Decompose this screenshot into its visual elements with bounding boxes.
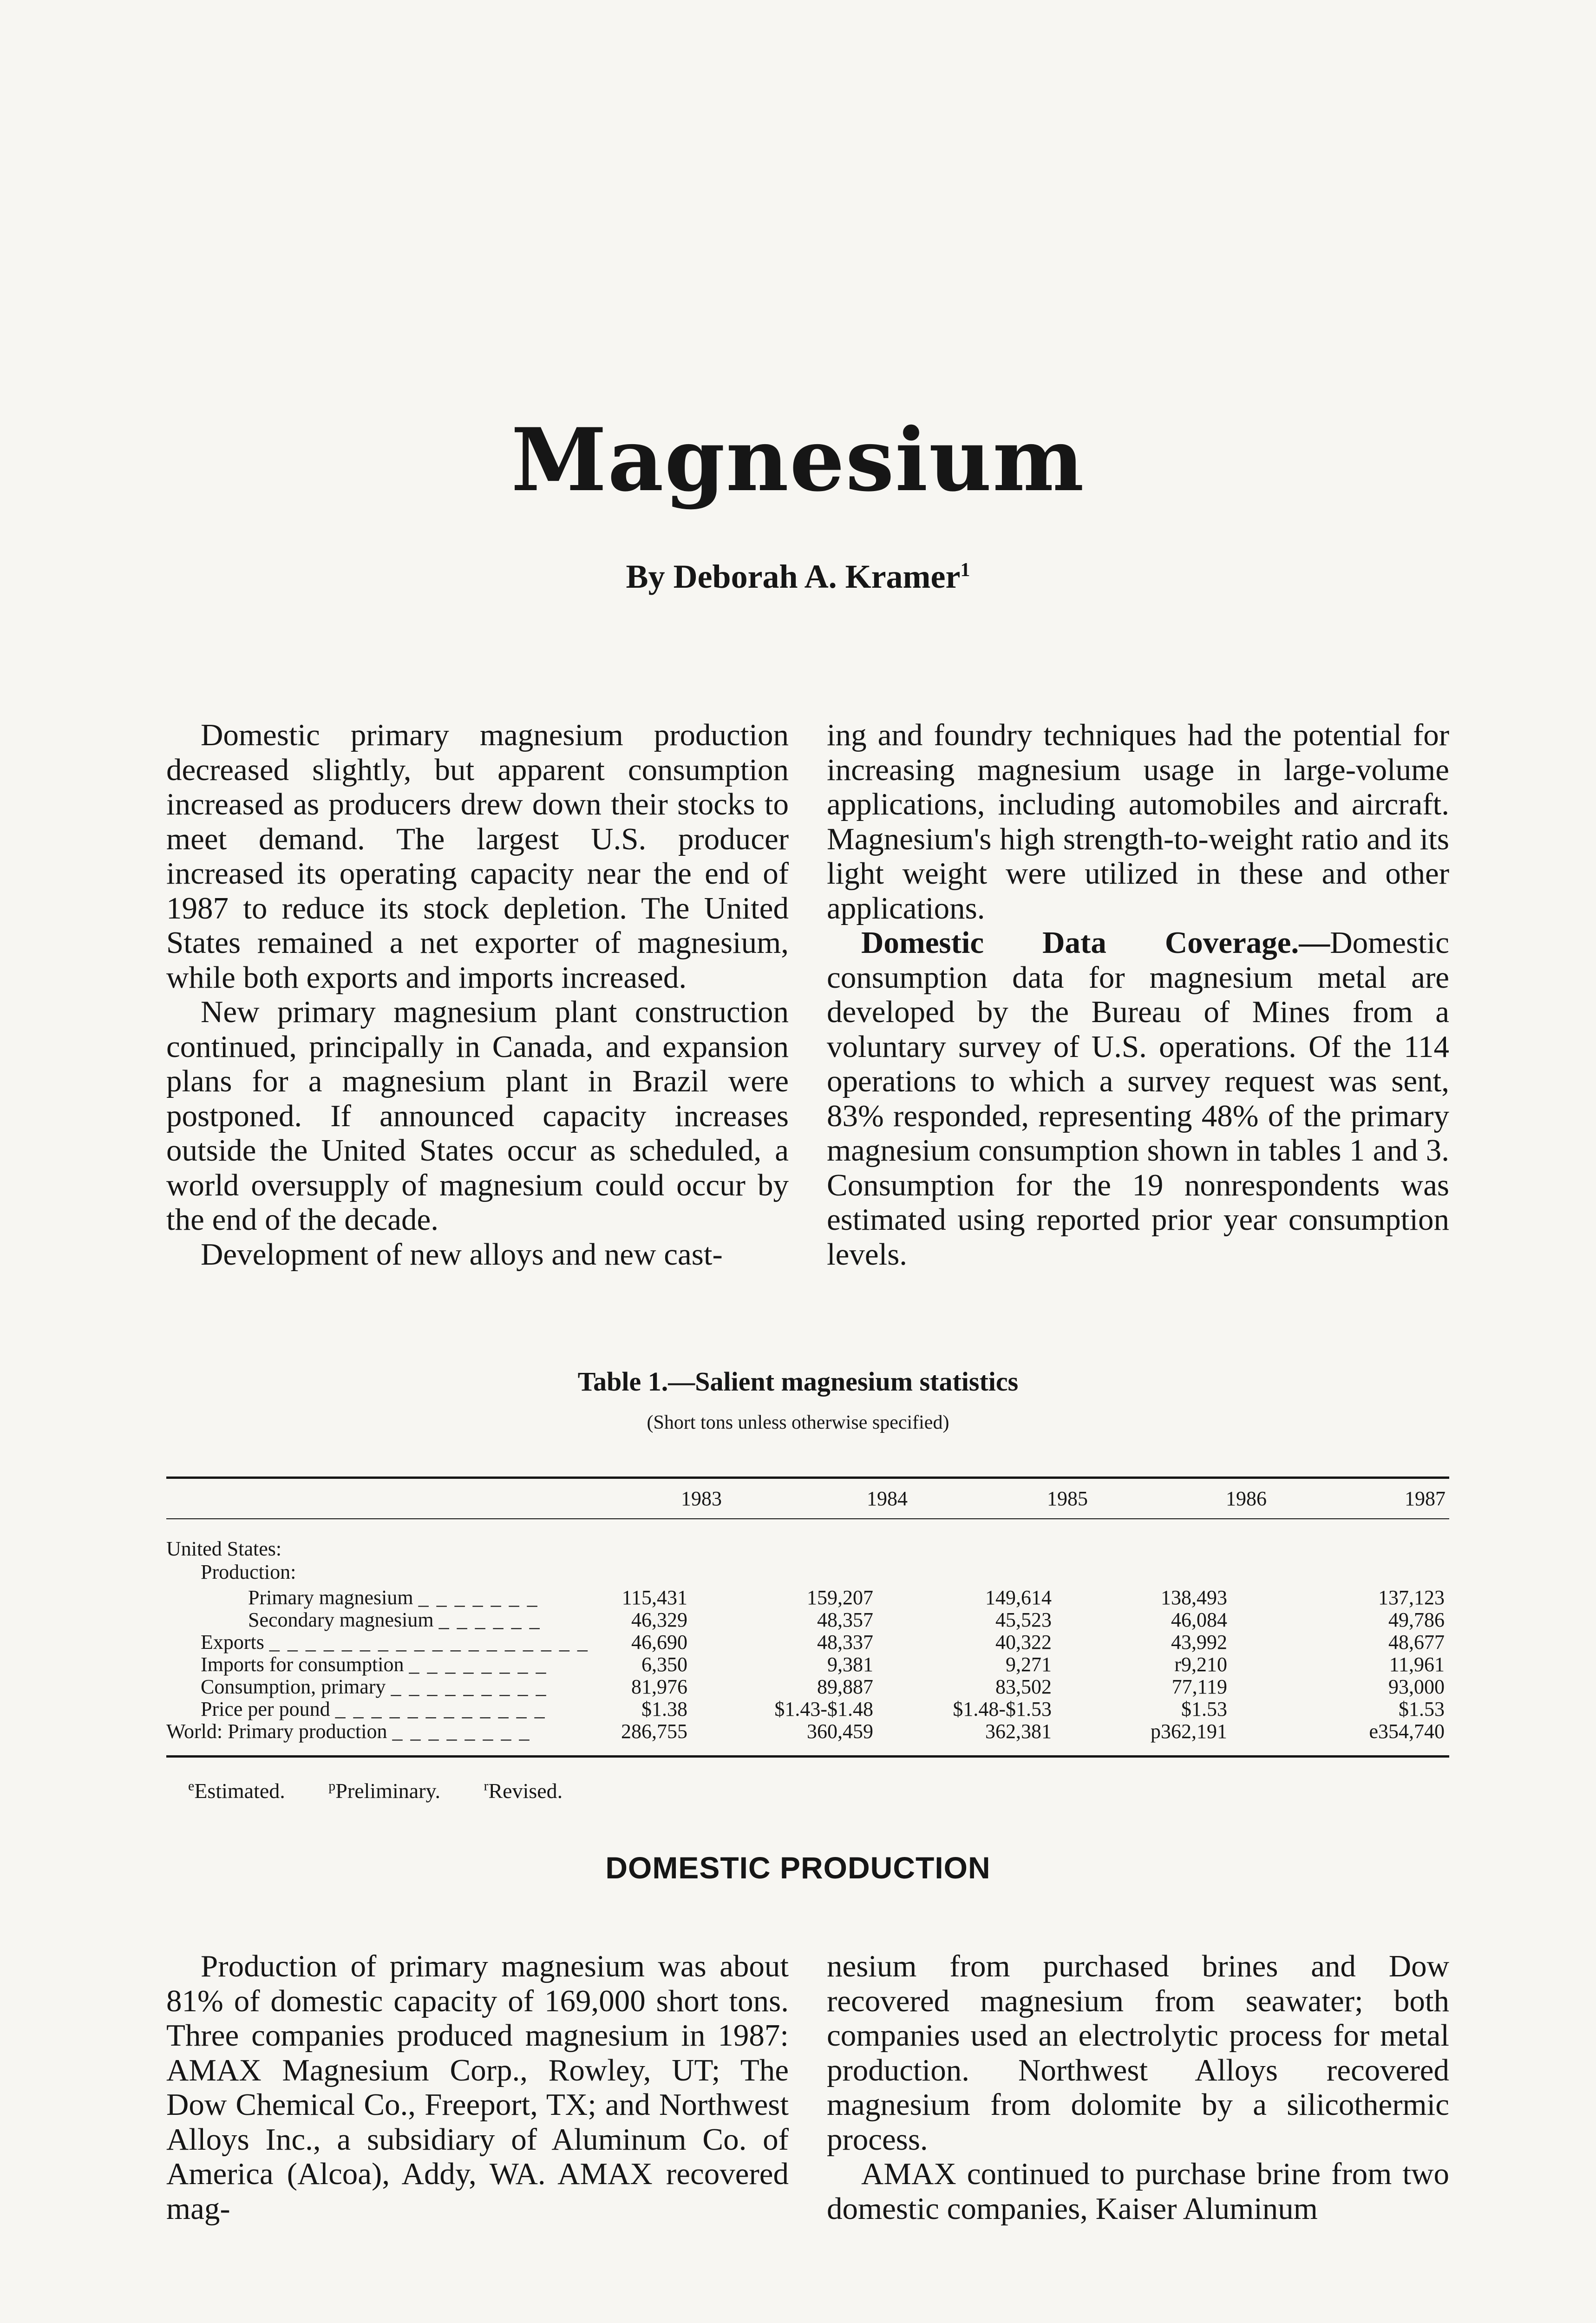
footnote-revised: $^r$Revised.: [484, 1778, 563, 1803]
author-footnote-marker: 1: [960, 559, 970, 581]
table-cell: 77,119: [1171, 1675, 1227, 1698]
dot-leader: _ _ _ _ _ _ _ _: [392, 1720, 531, 1743]
coverage-paragraph: [827, 925, 1449, 1272]
table-cell: 45,523: [995, 1608, 1052, 1631]
table-cell: r9,210: [1174, 1653, 1227, 1676]
year-header: 1984: [867, 1487, 908, 1510]
intro-left-column: [166, 718, 789, 1272]
table-cell: 11,961: [1389, 1653, 1445, 1676]
table-cell: 362,381: [985, 1720, 1052, 1743]
table-title: Table 1.—Salient magnesium statistics: [577, 1366, 1019, 1397]
table-cell: $1.48-$1.53: [953, 1698, 1052, 1720]
table-cell: 43,992: [1171, 1631, 1227, 1654]
intro-paragraph: Domestic primary magnesium production decreased slightly, but apparent consumption increased as producers drew down their stocks to meet demand. The largest U.S. producer increased its operating capacity near the end of 1987 to reduce its stock depletion. The United States remained a net exporter of magnesium, while both exports and imports increased.: [166, 718, 789, 995]
table-cell: 149,614: [985, 1586, 1052, 1609]
row-label: World: Primary production: [166, 1720, 387, 1743]
table-header-rule: [166, 1518, 1449, 1519]
year-header: 1985: [1047, 1487, 1088, 1510]
group-label-us: United States:: [166, 1537, 282, 1560]
table-cell: 93,000: [1388, 1675, 1445, 1698]
footnote-estimated: $^e$Estimated.: [188, 1778, 285, 1803]
year-header: 1986: [1226, 1487, 1267, 1510]
table-cell: 115,431: [621, 1586, 687, 1609]
table-cell: 9,381: [827, 1653, 873, 1676]
table-cell: 46,084: [1171, 1608, 1227, 1631]
table-cell: 48,357: [817, 1608, 873, 1631]
production-paragraph: AMAX continued to purchase brine from two domestic companies, Kaiser Aluminum: [827, 2157, 1449, 2226]
dot-leader: _ _ _ _ _ _ _ _ _: [391, 1675, 548, 1698]
group-label-production: Production:: [201, 1561, 296, 1583]
table-footnotes: [188, 1778, 601, 1803]
table-cell: p362,191: [1151, 1720, 1227, 1743]
author-name: By Deborah A. Kramer: [626, 558, 961, 595]
row-label: Consumption, primary: [201, 1675, 386, 1698]
table-cell: 137,123: [1378, 1586, 1445, 1609]
intro-paragraph: Development of new alloys and new cast-: [201, 1237, 723, 1272]
table-cell: 46,690: [631, 1631, 687, 1654]
table-cell: $1.53: [1399, 1698, 1445, 1720]
section-heading: DOMESTIC PRODUCTION: [605, 1851, 991, 1885]
table-cell: 48,337: [817, 1631, 873, 1654]
dot-leader: _ _ _ _ _ _: [438, 1608, 541, 1631]
table-cell: 159,207: [807, 1586, 873, 1609]
row-label: Primary magnesium: [248, 1586, 413, 1609]
table-cell: $1.38: [641, 1698, 687, 1720]
year-header: 1987: [1405, 1487, 1446, 1510]
table-cell: 46,329: [631, 1608, 687, 1631]
table-cell: 49,786: [1388, 1608, 1445, 1631]
dot-leader: _ _ _ _ _ _ _: [418, 1586, 539, 1609]
table-cell: 6,350: [641, 1653, 687, 1676]
table-cell: 138,493: [1161, 1586, 1227, 1609]
intro-paragraph: New primary magnesium plant construction continued, principally in Canada, and expansion plans for a magnesium plant in Brazil were postponed. If announced capacity increases outside the United States occur as scheduled, a world oversupply of magnesium could occur by the end of the decade.: [166, 995, 789, 1237]
coverage-heading: Domestic Data Coverage.—: [861, 925, 1330, 960]
table-top-rule: [166, 1476, 1449, 1479]
table-subtitle: (Short tons unless otherwise specified): [647, 1412, 949, 1433]
production-continuation: nesium from purchased brines and Dow recovered magnesium from seawater; both companies used an electrolytic process for metal production. Northwest Alloys recovered magnesium from dolomite by a silicothermic process.: [827, 1949, 1449, 2157]
production-paragraph: Production of primary magnesium was about 81% of domestic capacity of 169,000 short tons. Three companies produced magnesium in 1987: AMAX Magnesium Corp., Rowley, UT; The Dow Chemical Co., Freeport, TX; and Northwest Alloys Inc., a subsidiary of Aluminum Co. of America (Alcoa), Addy, WA. AMAX recovered mag-: [166, 1949, 789, 2226]
table-cell: 286,755: [621, 1720, 687, 1743]
table-cell: 89,887: [817, 1675, 873, 1698]
year-header: 1983: [681, 1487, 722, 1510]
dot-leader: _ _ _ _ _ _ _ _ _ _ _ _ _ _ _ _ _ _: [269, 1631, 589, 1654]
intro-right-column: [827, 718, 1449, 1272]
production-right-column: [827, 1949, 1449, 2226]
author-byline: [0, 558, 1596, 596]
footnote-marker: p: [328, 1778, 336, 1794]
row-label: Price per pound: [201, 1698, 330, 1720]
table-cell: 48,677: [1388, 1631, 1445, 1654]
table-cell: 9,271: [1006, 1653, 1052, 1676]
table-cell: e354,740: [1369, 1720, 1445, 1743]
table-cell: 40,322: [995, 1631, 1052, 1654]
table-cell: 83,502: [995, 1675, 1052, 1698]
page-title: Magnesium: [511, 409, 1085, 511]
row-label: Secondary magnesium: [248, 1608, 434, 1631]
production-left-column: [166, 1949, 789, 2226]
table-cell: 360,459: [807, 1720, 873, 1743]
coverage-text: Domestic consumption data for magnesium metal are developed by the Bureau of Mines from a voluntary survey of U.S. operations. Of the 114 operations to which a survey request was sent, 83% responded, representing 48% of the primary magnesium consumption shown in tables 1 and 3. Consumption for the 19 nonrespondents was estimated using reported prior year consumption levels.: [827, 925, 1449, 1272]
dot-leader: _ _ _ _ _ _ _ _ _ _ _ _: [335, 1698, 546, 1720]
row-label: Exports: [201, 1631, 264, 1654]
footnote-marker: e: [188, 1778, 195, 1794]
intro-continuation: ing and foundry techniques had the potential for increasing magnesium usage in large-volume applications, including automobiles and aircraft. Magnesium's high strength-to-weight ratio and its light weight were utilized in these and other applications.: [827, 718, 1449, 925]
table-cell: 81,976: [631, 1675, 687, 1698]
table-bottom-rule: [166, 1755, 1449, 1758]
table-cell: $1.53: [1181, 1698, 1227, 1720]
row-label: Imports for consumption: [201, 1653, 404, 1676]
table-cell: $1.43-$1.48: [774, 1698, 873, 1720]
dot-leader: _ _ _ _ _ _ _ _: [409, 1653, 548, 1676]
footnote-marker: r: [484, 1778, 489, 1794]
footnote-preliminary: $^p$Preliminary.: [328, 1778, 440, 1803]
